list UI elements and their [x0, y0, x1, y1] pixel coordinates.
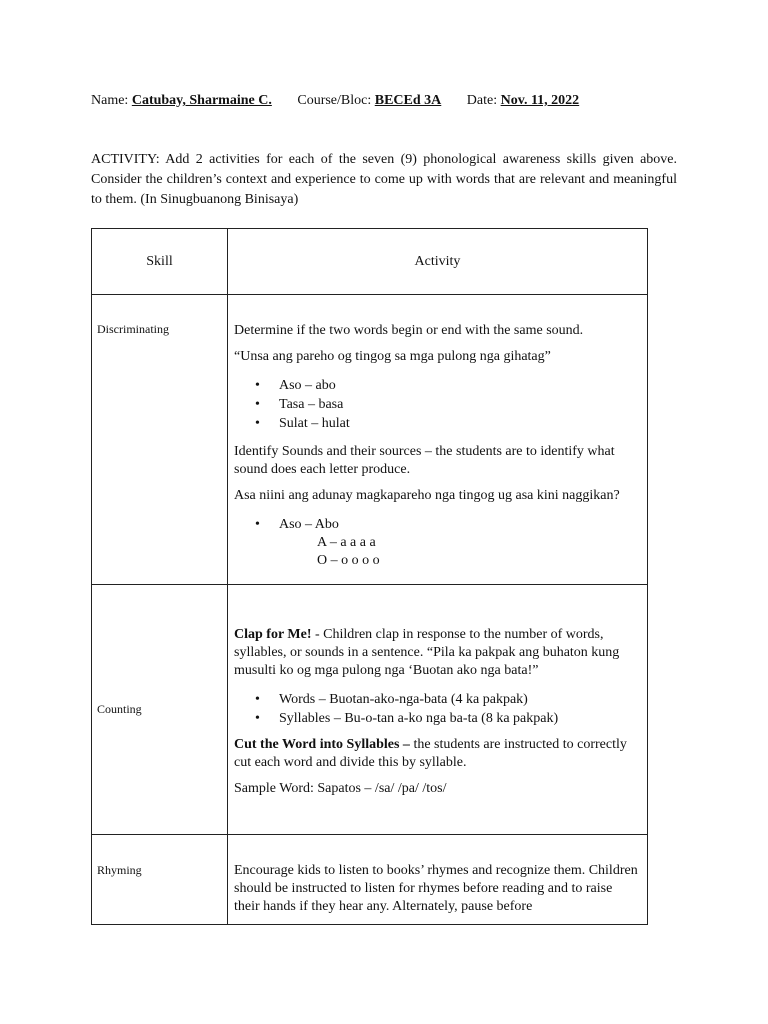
- activity-text: Encourage kids to listen to books’ rhymes and recognize them. Children should be instructed to listen for rhymes before reading and to raise their hands if they hear any. Alternately, pause before: [234, 863, 638, 914]
- activity-text: “Unsa ang pareho og tingog sa mga pulong nga gihatag”: [234, 349, 551, 364]
- activity-column-header: Activity: [228, 229, 648, 295]
- sound-line: A – a a a a: [317, 535, 376, 550]
- activity-text: [234, 626, 641, 680]
- skill-rhyming: Rhyming: [97, 863, 142, 877]
- activity-table: [91, 228, 648, 925]
- activity-text: Determine if the two words begin or end with the same sound.: [234, 323, 584, 338]
- list-item: • Sulat – hulat: [279, 414, 641, 433]
- activity-discriminating: [228, 295, 647, 570]
- skill-column-header: Skill: [92, 229, 228, 295]
- activity-text: Asa niini ang adunay magkapareho nga tingog ug asa kini naggikan?: [234, 488, 620, 503]
- table-row: [92, 585, 648, 835]
- name-value: Catubay, Sharmaine C.: [131, 93, 272, 108]
- name-label: Name:: [91, 93, 129, 108]
- activity-text: Identify Sounds and their sources – the students are to identify what sound does each letter produce.: [234, 444, 615, 477]
- activity-instructions: ACTIVITY: Add 2 activities for each of the seven (9) phonological awareness skills given above. Consider the children’s context and experience to come up with words that are relevant and meaningful to them. (In Sinugbuanong Binisaya): [91, 152, 677, 207]
- skill-counting: Counting: [97, 702, 142, 716]
- activity-text: [234, 736, 641, 772]
- activity-title: Clap for Me!: [234, 626, 312, 642]
- header-line: [91, 93, 579, 109]
- activity-description: - Children clap in response to the number of words, syllables, or sounds in a sentence. “Pila ka pakpak ang buhaton kung musulti ko og mga pulong nga ‘Buotan ako nga bata!”: [234, 626, 620, 678]
- date-label: Date:: [466, 93, 498, 108]
- sound-line: O – o o o o: [317, 553, 380, 568]
- table-header-row: [92, 229, 648, 295]
- bullet-list: [234, 690, 641, 728]
- list-item: • Tasa – basa: [279, 395, 641, 414]
- date-value: Nov. 11, 2022: [500, 93, 580, 108]
- bullet-list: [234, 515, 641, 534]
- activity-text: Sample Word: Sapatos – /sa/ /pa/ /tos/: [234, 780, 447, 796]
- table-row: [92, 835, 648, 925]
- activity-description: the students are instructed to correctly cut each word and divide this by syllable.: [234, 736, 627, 770]
- list-item: • Aso – abo: [279, 376, 641, 395]
- bullet-list: [234, 376, 641, 433]
- list-item: • Words – Buotan-ako-nga-bata (4 ka pakpak): [279, 690, 641, 709]
- skill-discriminating: Discriminating: [97, 322, 169, 336]
- course-value: BECEd 3A: [374, 93, 442, 108]
- activity-counting: [228, 614, 647, 798]
- course-label: Course/Bloc:: [297, 93, 372, 108]
- table-row: [92, 295, 648, 585]
- activity-title: Cut the Word into Syllables –: [234, 736, 410, 752]
- list-item: • Syllables – Bu-o-tan a-ko nga ba-ta (8 ka pakpak): [279, 709, 641, 728]
- list-item: • Aso – Abo: [279, 515, 641, 534]
- activity-rhyming: [228, 835, 647, 916]
